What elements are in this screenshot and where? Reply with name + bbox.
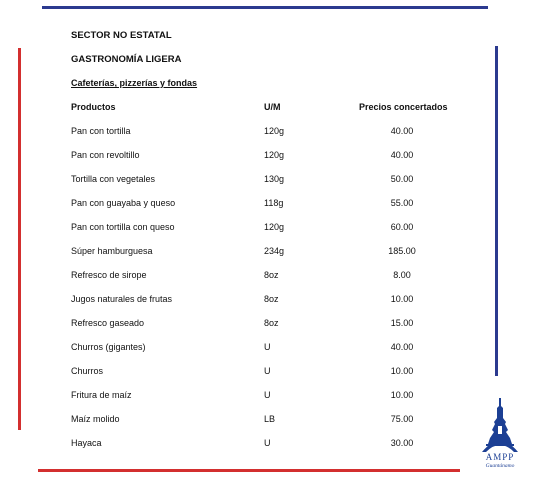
- price-value: 55.00: [390, 198, 414, 208]
- table-row: [0, 126, 537, 140]
- price-value: 30.00: [390, 438, 414, 448]
- unit-value: 120g: [264, 126, 285, 136]
- product-name: Hayaca: [71, 438, 102, 448]
- table-row: [0, 342, 537, 356]
- unit-value: U: [264, 390, 271, 400]
- bottom-border-line: [38, 469, 460, 472]
- column-header-price: Precios concertados: [359, 102, 448, 112]
- product-name: Refresco de sirope: [71, 270, 147, 280]
- unit-value: 8oz: [264, 294, 279, 304]
- product-name: Pan con guayaba y queso: [71, 198, 176, 208]
- unit-value: 8oz: [264, 318, 279, 328]
- top-border-line: [42, 6, 488, 9]
- table-row: [0, 198, 537, 212]
- unit-value: 120g: [264, 150, 285, 160]
- price-value: 8.00: [393, 270, 411, 280]
- price-value: 60.00: [390, 222, 414, 232]
- table-row: [0, 414, 537, 428]
- price-value: 10.00: [390, 390, 414, 400]
- table-row: [0, 174, 537, 188]
- unit-value: 120g: [264, 222, 285, 232]
- logo-subtitle: Guantánamo: [485, 463, 515, 469]
- product-name: Pan con tortilla: [71, 126, 131, 136]
- product-name: Tortilla con vegetales: [71, 174, 156, 184]
- unit-value: U: [264, 342, 271, 352]
- price-value: 10.00: [390, 366, 414, 376]
- product-name: Jugos naturales de frutas: [71, 294, 173, 304]
- subcategory-title: Cafeterías, pizzerías y fondas: [71, 78, 198, 88]
- table-row: [0, 222, 537, 236]
- price-value: 185.00: [388, 246, 416, 256]
- unit-value: U: [264, 366, 271, 376]
- unit-value: U: [264, 438, 271, 448]
- product-name: Fritura de maíz: [71, 390, 132, 400]
- product-name: Maíz molido: [71, 414, 120, 424]
- logo-name: AMPP: [485, 452, 515, 462]
- product-name: Churros: [71, 366, 104, 376]
- unit-value: 8oz: [264, 270, 279, 280]
- column-header-products: Productos: [71, 102, 116, 112]
- price-value: 40.00: [390, 150, 414, 160]
- unit-value: LB: [264, 414, 276, 424]
- price-value: 75.00: [390, 414, 414, 424]
- category-title: GASTRONOMÍA LIGERA: [71, 54, 182, 65]
- price-value: 10.00: [390, 294, 414, 304]
- product-name: Refresco gaseado: [71, 318, 145, 328]
- table-row: [0, 390, 537, 404]
- product-name: Pan con tortilla con queso: [71, 222, 175, 232]
- product-name: Súper hamburguesa: [71, 246, 153, 256]
- price-value: 15.00: [390, 318, 414, 328]
- table-row: [0, 150, 537, 164]
- product-name: Pan con revoltillo: [71, 150, 140, 160]
- column-header-unit: U/M: [264, 102, 281, 112]
- table-row: [0, 318, 537, 332]
- price-value: 50.00: [390, 174, 414, 184]
- sector-title: SECTOR NO ESTATAL: [71, 30, 172, 41]
- table-row: [0, 294, 537, 308]
- price-value: 40.00: [390, 342, 414, 352]
- unit-value: 118g: [264, 198, 284, 208]
- table-row: [0, 438, 537, 452]
- price-value: 40.00: [390, 126, 414, 136]
- unit-value: 130g: [264, 174, 285, 184]
- product-name: Churros (gigantes): [71, 342, 146, 352]
- unit-value: 234g: [264, 246, 285, 256]
- table-row: [0, 366, 537, 380]
- table-row: [0, 270, 537, 284]
- table-row: [0, 246, 537, 260]
